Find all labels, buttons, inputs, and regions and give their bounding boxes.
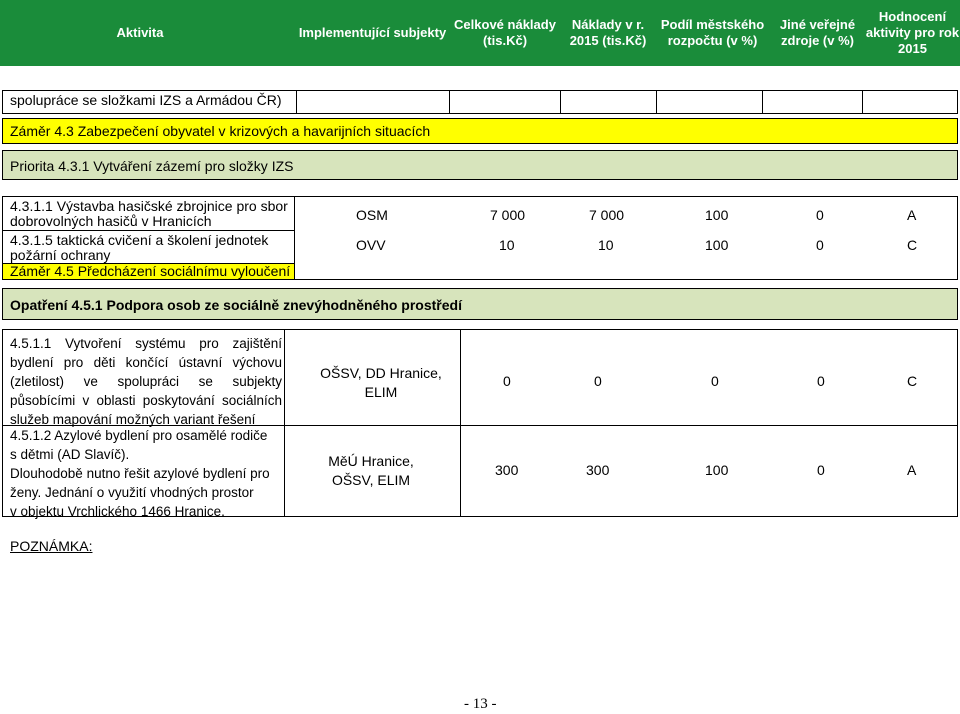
- cell-city-share: 100: [705, 207, 729, 223]
- goal-4-3-text: Záměr 4.3 Zabezpečení obyvatel v krizových a havarijních situacích: [10, 123, 431, 139]
- activity-4-5-1-2-text: [10, 426, 282, 521]
- cell-total-costs: 10: [499, 237, 515, 253]
- text-line: 4.5.1.2 Azylové bydlení pro osamělé rodiče: [10, 428, 268, 443]
- cell-costs-2015: 300: [586, 462, 610, 478]
- cell-rating: C: [907, 373, 918, 389]
- subject-line: MěÚ Hranice,: [328, 453, 414, 469]
- cell-total-costs: 300: [495, 462, 519, 478]
- cell-city-share: 100: [705, 462, 729, 478]
- cell-rating: A: [907, 207, 917, 223]
- text-line: Dlouhodobě nutno řešit azylové bydlení pro: [10, 466, 270, 481]
- cell-total-costs: 7 000: [490, 207, 526, 223]
- cell-subject: OSM: [356, 207, 388, 223]
- cell-subject: OVV: [356, 237, 386, 253]
- activity-4-3-1-1-line2: dobrovolných hasičů v Hranicích: [10, 213, 212, 229]
- header-total-costs: Celkové náklady (tis.Kč): [454, 17, 556, 48]
- note-label: POZNÁMKA:: [10, 538, 93, 554]
- subject-line: OŠSV, ELIM: [331, 472, 411, 488]
- goal-4-5-text: Záměr 4.5 Předcházení sociálnímu vyloučení: [10, 263, 291, 279]
- priority-4-3-1-text: Priorita 4.3.1 Vytváření zázemí pro složky IZS: [10, 158, 294, 174]
- cell-city-share: 0: [711, 373, 719, 389]
- table-header: [0, 0, 960, 66]
- text-line: s dětmi (AD Slavíč).: [10, 447, 130, 462]
- header-other-sources: Jiné veřejné zdroje (v %): [779, 17, 856, 48]
- activity-4-3-1-5-line2: požární ochrany: [10, 247, 111, 263]
- cell-other-sources: 0: [816, 207, 824, 223]
- cell-total-costs: 0: [503, 373, 511, 389]
- cell-other-sources: 0: [816, 237, 824, 253]
- cell-costs-2015: 0: [594, 373, 602, 389]
- cell-costs-2015: 7 000: [589, 207, 625, 223]
- cell-rating: A: [907, 462, 917, 478]
- activity-4-3-1-5-line1: 4.3.1.5 taktická cvičení a školení jednotek: [10, 232, 269, 248]
- header-city-share: Podíl městského rozpočtu (v %): [660, 17, 765, 48]
- text-line: v objektu Vrchlického 1466 Hranice.: [10, 504, 225, 519]
- text-line: ženy. Jednání o využití vhodných prostor: [10, 485, 254, 500]
- cell-subject: [300, 452, 442, 490]
- header-activity: Aktivita: [116, 25, 164, 40]
- cell-other-sources: 0: [817, 462, 825, 478]
- activity-4-5-1-1-text: 4.5.1.1 Vytvoření systému pro zajištění bydlení pro děti končící ústavní výchovu (zletilost) ve spolupráci se subjekty působícími v oblasti poskytování sociálních služeb mapování možných variant řešení: [10, 336, 282, 427]
- cell-other-sources: 0: [817, 373, 825, 389]
- page-number: - 13 -: [464, 696, 497, 712]
- header-costs-2015: Náklady v r. 2015 (tis.Kč): [569, 17, 647, 48]
- header-subjects: Implementující subjekty: [298, 25, 447, 40]
- subject-line: ELIM: [364, 384, 398, 400]
- row-continuation-text: spolupráce se složkami IZS a Armádou ČR): [10, 92, 282, 108]
- measure-4-5-1-text: Opatření 4.5.1 Podpora osob ze sociálně znevýhodněného prostředí: [10, 297, 462, 313]
- cell-costs-2015: 10: [598, 237, 614, 253]
- cell-rating: C: [907, 237, 918, 253]
- subject-line: OŠSV, DD Hranice,: [320, 365, 442, 381]
- cell-subject: [310, 364, 452, 402]
- cell-city-share: 100: [705, 237, 729, 253]
- header-rating: Hodnocení aktivity pro rok 2015: [865, 9, 960, 56]
- activity-4-3-1-1-line1: 4.3.1.1 Výstavba hasičské zbrojnice pro sbor: [10, 198, 288, 214]
